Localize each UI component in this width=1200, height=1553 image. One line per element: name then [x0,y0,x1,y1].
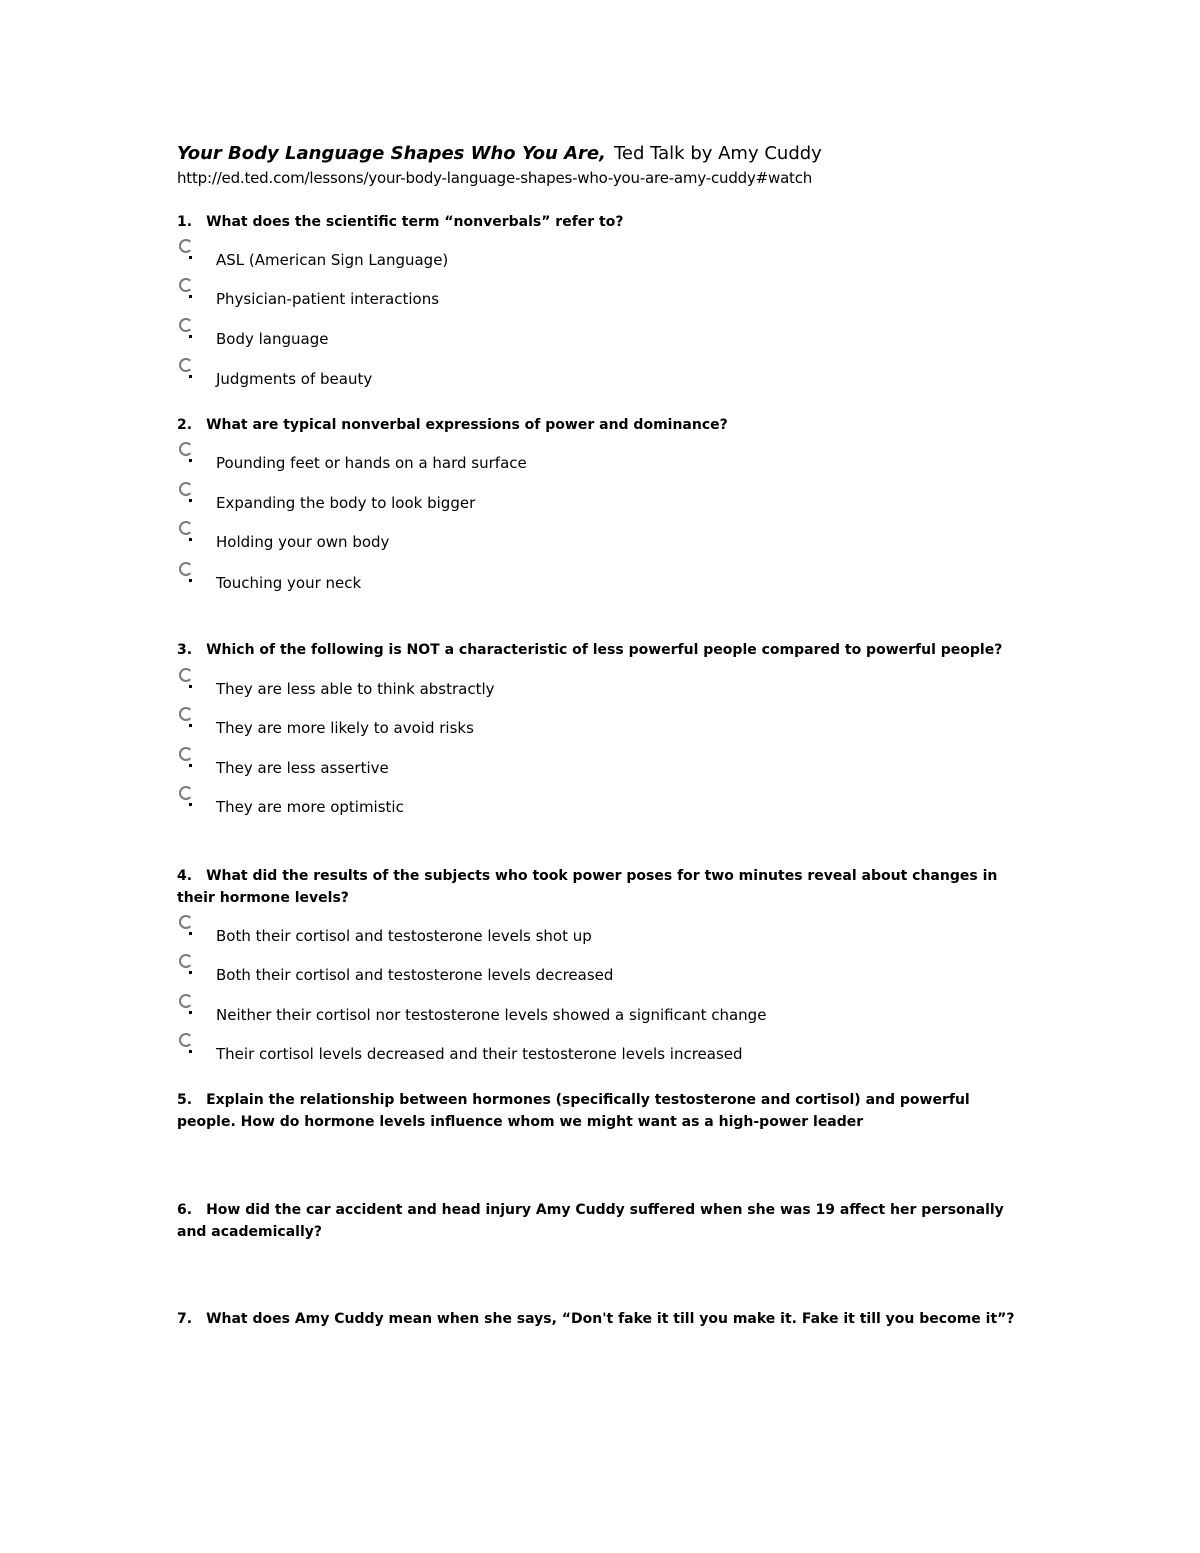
radio-button-icon[interactable] [179,318,193,332]
radio-dot-icon [189,538,192,541]
question-5 [177,1089,1027,1133]
radio-button-icon[interactable] [179,278,193,292]
radio-button-icon[interactable] [179,358,193,372]
radio-dot-icon [189,335,192,338]
question-text: What did the results of the subjects who took power poses for two minutes reveal about changes in their hormone levels? [177,868,998,906]
question-number: 6. [177,1202,193,1218]
option-label: Physician-patient interactions [216,290,440,308]
question-text: What does Amy Cuddy mean when she says, “Don't fake it till you make it. Fake it till you become it”? [206,1311,1015,1327]
title-rest: Ted Talk by Amy Cuddy [613,143,822,164]
option-label: Their cortisol levels decreased and their testosterone levels increased [216,1045,743,1063]
option-label: ASL (American Sign Language) [216,251,449,269]
option-label: Touching your neck [216,574,362,592]
question-4 [177,865,1027,909]
option-label: They are more optimistic [216,798,404,816]
question-7 [177,1308,1027,1330]
option-label: Pounding feet or hands on a hard surface [216,454,527,472]
question-6 [177,1199,1027,1243]
question-number: 7. [177,1311,193,1327]
option-label: Neither their cortisol nor testosterone levels showed a significant change [216,1006,767,1024]
title-italic: Your Body Language Shapes Who You Are, [177,143,606,164]
radio-dot-icon [189,764,192,767]
radio-button-icon[interactable] [179,786,193,800]
option-label: Body language [216,330,329,348]
radio-dot-icon [189,724,192,727]
radio-dot-icon [189,803,192,806]
document-title [177,143,822,164]
radio-button-icon[interactable] [179,994,193,1008]
radio-dot-icon [189,685,192,688]
radio-button-icon[interactable] [179,482,193,496]
question-2 [177,414,1027,436]
option-label: Both their cortisol and testosterone levels decreased [216,966,614,984]
radio-dot-icon [189,256,192,259]
option-label: They are more likely to avoid risks [216,719,474,737]
radio-button-icon[interactable] [179,747,193,761]
radio-button-icon[interactable] [179,1033,193,1047]
radio-button-icon[interactable] [179,915,193,929]
question-text: How did the car accident and head injury Amy Cuddy suffered when she was 19 affect her personally and academically? [177,1202,1004,1240]
radio-dot-icon [189,1050,192,1053]
question-text: Explain the relationship between hormones (specifically testosterone and cortisol) and powerful people. How do hormone levels influence whom we might want as a high-power leader [177,1092,970,1130]
option-label: They are less assertive [216,759,389,777]
radio-button-icon[interactable] [179,707,193,721]
radio-dot-icon [189,499,192,502]
lesson-url: http://ed.ted.com/lessons/your-body-language-shapes-who-you-are-amy-cuddy#watch [177,169,813,187]
radio-button-icon[interactable] [179,442,193,456]
radio-dot-icon [189,971,192,974]
question-number: 1. [177,214,193,230]
radio-dot-icon [189,932,192,935]
question-1 [177,211,1027,233]
radio-dot-icon [189,375,192,378]
question-number: 4. [177,868,193,884]
radio-dot-icon [189,1011,192,1014]
question-text: What does the scientific term “nonverbals” refer to? [206,214,624,230]
question-text: Which of the following is NOT a characteristic of less powerful people compared to powerful people? [206,642,1003,658]
option-label: Both their cortisol and testosterone levels shot up [216,927,592,945]
option-label: Judgments of beauty [216,370,373,388]
radio-dot-icon [189,579,192,582]
radio-button-icon[interactable] [179,562,193,576]
option-label: They are less able to think abstractly [216,680,495,698]
option-label: Expanding the body to look bigger [216,494,476,512]
question-3 [177,639,1027,661]
radio-dot-icon [189,295,192,298]
question-text: What are typical nonverbal expressions of power and dominance? [206,417,728,433]
radio-dot-icon [189,459,192,462]
radio-button-icon[interactable] [179,521,193,535]
option-label: Holding your own body [216,533,390,551]
question-number: 3. [177,642,193,658]
radio-button-icon[interactable] [179,239,193,253]
question-number: 2. [177,417,193,433]
question-number: 5. [177,1092,193,1108]
radio-button-icon[interactable] [179,668,193,682]
radio-button-icon[interactable] [179,954,193,968]
